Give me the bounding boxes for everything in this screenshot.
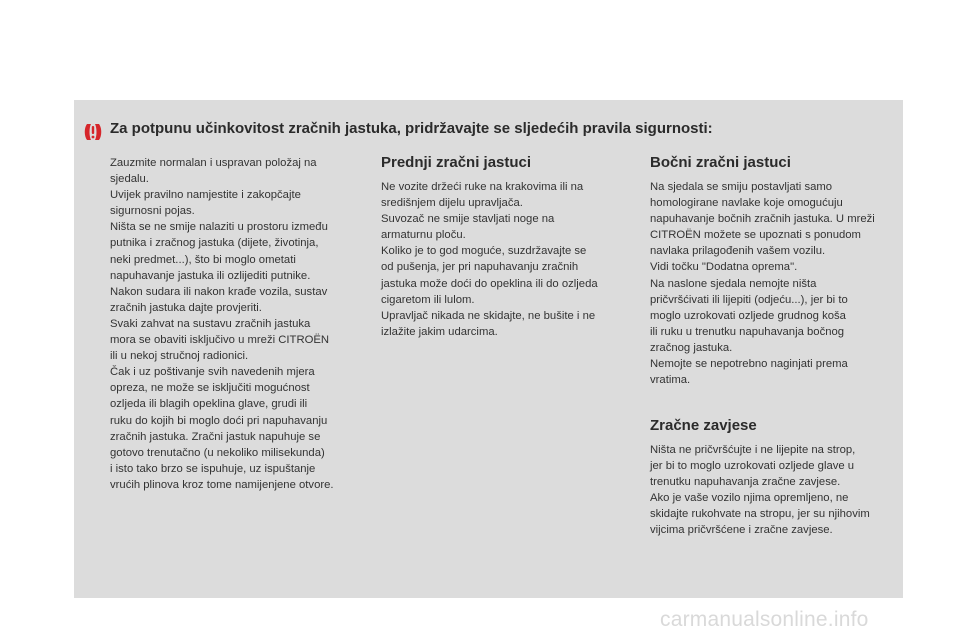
text-line: moglo uzrokovati ozljede grudnog koša	[650, 309, 846, 322]
text-line: Čak i uz poštivanje svih navedenih mjera	[110, 366, 315, 379]
text-line: vrućih plinova kroz tome namijenjene otvore.	[110, 478, 334, 491]
curtain-airbags-text	[650, 442, 900, 539]
side-airbags-title: Bočni zračni jastuci	[650, 154, 791, 171]
text-line: sigurnosni pojas.	[110, 205, 195, 218]
text-line: zračnog jastuka.	[650, 341, 733, 354]
text-line: opreza, ne može se isključiti mogućnost	[110, 382, 310, 395]
text-line: napuhavanje bočnih zračnih jastuka. U mreži	[650, 213, 875, 226]
text-line: Uvijek pravilno namjestite i zakopčajte	[110, 189, 301, 202]
text-line: gotovo trenutačno (u nekoliko milisekunda)	[110, 446, 325, 459]
text-line: navlaka prilagođenih vašem vozilu.	[650, 245, 826, 258]
front-airbags-title: Prednji zračni jastuci	[381, 154, 532, 171]
text-line: ili ruku u trenutku napuhavanja bočnog	[650, 325, 845, 338]
text-line: mora se obaviti isključivo u mreži CITROËN	[110, 334, 330, 347]
text-line: i isto tako brzo se ispuhuje, uz ispuštanje	[110, 462, 316, 475]
text-line: CITROËN možete se upoznati s ponudom	[650, 229, 861, 242]
text-line: vratima.	[650, 374, 691, 387]
text-line: vijcima pričvršćene i zračne zavjese.	[650, 524, 833, 537]
watermark: carmanualsonline.info	[660, 608, 869, 631]
front-airbags-text	[381, 179, 631, 340]
text-line: cigaretom ili lulom.	[381, 293, 475, 306]
text-line: ozljeda ili blagih opeklina glave, grudi ili	[110, 398, 308, 411]
text-line: pričvršćivati ili lijepiti (odjeću...), jer bi to	[650, 293, 848, 306]
text-line: sjedalu.	[110, 173, 149, 186]
text-line: jer bi to moglo uzrokovati ozljede glave u	[650, 460, 855, 473]
text-line: homologirane navlake koje omogućuju	[650, 197, 843, 210]
text-line: Ne vozite držeći ruke na krakovima ili na	[381, 181, 584, 193]
text-line: središnjem dijelu upravljača.	[381, 197, 523, 210]
text-line: Ništa se ne smije nalaziti u prostoru između	[110, 221, 328, 234]
text-line: Koliko je to god moguće, suzdržavajte se	[381, 245, 587, 258]
side-airbags-text	[650, 179, 900, 388]
text-line: jastuka može doći do opeklina ili do ozljeda	[381, 277, 598, 290]
text-line: Nemojte se nepotrebno naginjati prema	[650, 358, 848, 371]
text-line: neki predmet...), što bi moglo ometati	[110, 253, 296, 266]
text-line: Na naslone sjedala nemojte ništa	[650, 277, 817, 290]
text-line: trenutku napuhavanja zračne zavjese.	[650, 476, 841, 489]
text-line: Vidi točku "Dodatna oprema".	[650, 261, 798, 274]
text-line: armaturnu ploču.	[381, 229, 466, 242]
text-line: zračnih jastuka dajte provjeriti.	[110, 301, 262, 314]
text-line: ruku do kojih bi moglo doći pri napuhavanju	[110, 414, 328, 427]
page-heading: Za potpunu učinkovitost zračnih jastuka, pridržavajte se sljedećih pravila sigurnosti:	[110, 120, 713, 137]
text-line: Upravljač nikada ne skidajte, ne bušite i ne	[381, 309, 596, 322]
text-line: Nakon sudara ili nakon krađe vozila, sustav	[110, 285, 328, 298]
text-line: Ništa ne pričvršćujte i ne lijepite na strop,	[650, 444, 856, 456]
text-line: Na sjedala se smiju postavljati samo	[650, 181, 833, 193]
text-line: Zauzmite normalan i uspravan položaj na	[110, 157, 317, 169]
text-line: Svaki zahvat na sustavu zračnih jastuka	[110, 317, 311, 330]
warning-icon	[83, 122, 103, 142]
text-line: Ako je vaše vozilo njima opremljeno, ne	[650, 492, 849, 505]
text-line: skidajte rukohvate na stropu, jer su njihovim	[650, 508, 870, 521]
text-line: ili u nekoj stručnoj radionici.	[110, 350, 249, 363]
text-line: putnika i zračnog jastuka (dijete, životinja,	[110, 237, 319, 250]
text-line: Suvozač ne smije stavljati noge na	[381, 213, 555, 226]
text-line: zračnih jastuka. Zračni jastuk napuhuje se	[110, 430, 321, 443]
curtain-airbags-title: Zračne zavjese	[650, 417, 757, 434]
text-line: izlažite jakim udarcima.	[381, 325, 498, 338]
general-rules-text	[110, 155, 362, 493]
text-line: napuhavanje jastuka ili ozlijediti putnike.	[110, 269, 311, 282]
text-line: od pušenja, jer pri napuhavanju zračnih	[381, 261, 579, 274]
